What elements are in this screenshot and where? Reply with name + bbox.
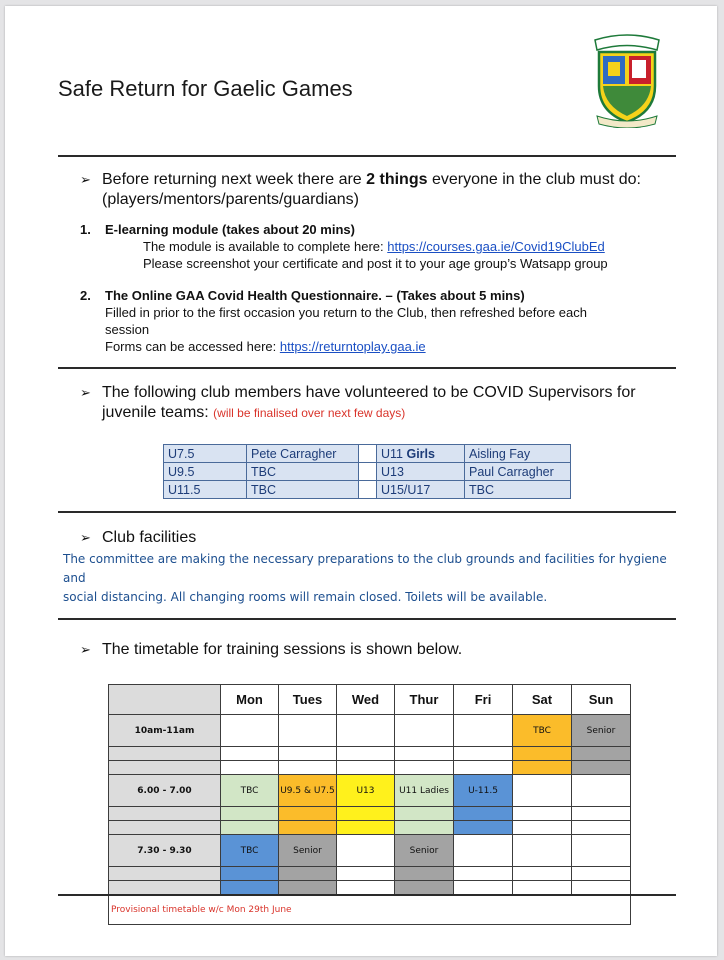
session-cell bbox=[454, 715, 513, 747]
day-header: Mon bbox=[221, 685, 279, 715]
provisional-note: Provisional timetable w/c Mon 29th June bbox=[109, 895, 631, 925]
team-cell: U11 Girls bbox=[377, 445, 465, 463]
intro-line2: (players/mentors/parents/guardians) bbox=[102, 191, 360, 208]
team-cell: U9.5 bbox=[164, 463, 247, 481]
session-cell: Senior bbox=[572, 715, 631, 747]
session-cell bbox=[513, 775, 572, 807]
timetable-slot-row bbox=[109, 835, 631, 867]
supervisors-table bbox=[163, 444, 571, 499]
supervisors-line2: juvenile teams: bbox=[102, 404, 214, 421]
page-title: Safe Return for Gaelic Games bbox=[58, 76, 353, 101]
timetable-spacer-row bbox=[109, 747, 631, 761]
training-timetable bbox=[108, 684, 631, 925]
facilities-heading: Club facilities bbox=[102, 529, 197, 546]
session-cell: TBC bbox=[221, 835, 279, 867]
spacer-cell bbox=[337, 807, 395, 821]
timetable-spacer-row bbox=[109, 881, 631, 895]
spacer-cell bbox=[513, 761, 572, 775]
spacer-cell bbox=[513, 821, 572, 835]
table-row bbox=[164, 481, 571, 499]
team-cell: U11.5 bbox=[164, 481, 247, 499]
spacer-cell bbox=[454, 881, 513, 895]
session-cell: U13 bbox=[337, 775, 395, 807]
spacer-cell bbox=[454, 821, 513, 835]
course-link[interactable]: https://courses.gaa.ie/Covid19ClubEd bbox=[387, 239, 605, 254]
spacer-cell bbox=[221, 881, 279, 895]
arrow-bullet-icon: ➢ bbox=[80, 530, 91, 545]
supervisor-cell: TBC bbox=[247, 463, 359, 481]
spacer-cell bbox=[221, 821, 279, 835]
spacer-cell bbox=[454, 867, 513, 881]
session-cell bbox=[572, 835, 631, 867]
spacer-cell bbox=[572, 867, 631, 881]
table-row bbox=[164, 463, 571, 481]
day-header: Sat bbox=[513, 685, 572, 715]
gap-cell bbox=[359, 445, 377, 463]
item-number: 1. bbox=[80, 222, 91, 237]
questionnaire-heading: The Online GAA Covid Health Questionnaire. – (Takes about 5 mins) bbox=[105, 288, 525, 303]
questionnaire-item bbox=[80, 288, 587, 355]
session-cell bbox=[337, 835, 395, 867]
timetable-footer-row bbox=[109, 895, 631, 925]
timetable-spacer-row bbox=[109, 821, 631, 835]
day-header: Thur bbox=[395, 685, 454, 715]
divider bbox=[58, 511, 676, 513]
session-cell bbox=[221, 715, 279, 747]
spacer-cell bbox=[337, 747, 395, 761]
e-learning-heading: E-learning module (takes about 20 mins) bbox=[105, 222, 355, 237]
spacer-cell bbox=[572, 821, 631, 835]
club-crest-logo bbox=[587, 28, 667, 128]
spacer-cell bbox=[279, 821, 337, 835]
table-row bbox=[164, 445, 571, 463]
spacer-cell bbox=[279, 761, 337, 775]
session-cell bbox=[454, 835, 513, 867]
session-cell: TBC bbox=[513, 715, 572, 747]
day-header: Tues bbox=[279, 685, 337, 715]
spacer-cell bbox=[572, 807, 631, 821]
spacer-cell bbox=[279, 867, 337, 881]
screenshot-instruction: Please screenshot your certificate and post it to your age group’s Watsapp group bbox=[143, 256, 608, 271]
arrow-bullet-icon: ➢ bbox=[80, 385, 91, 400]
spacer-cell bbox=[513, 807, 572, 821]
supervisors-line1: The following club members have volunteered to be COVID Supervisors for bbox=[102, 384, 636, 401]
facilities-bullet bbox=[80, 528, 196, 548]
spacer-cell bbox=[395, 867, 454, 881]
supervisor-cell: Aisling Fay bbox=[465, 445, 571, 463]
spacer-cell bbox=[513, 867, 572, 881]
e-learning-item bbox=[80, 222, 608, 272]
spacer-cell bbox=[395, 821, 454, 835]
spacer-cell bbox=[221, 747, 279, 761]
intro-text: Before returning next week there are bbox=[102, 171, 367, 188]
finalised-note: (will be finalised over next few days) bbox=[213, 406, 406, 420]
document-page bbox=[5, 6, 717, 956]
arrow-bullet-icon: ➢ bbox=[80, 642, 91, 657]
team-cell: U7.5 bbox=[164, 445, 247, 463]
return-to-play-link[interactable]: https://returntoplay.gaa.ie bbox=[279, 339, 426, 354]
time-slot-label: 6.00 - 7.00 bbox=[109, 775, 221, 807]
session-cell: U-11.5 bbox=[454, 775, 513, 807]
session-cell: Senior bbox=[279, 835, 337, 867]
item-number: 2. bbox=[80, 288, 91, 303]
facilities-line1: The committee are making the necessary preparations to the club grounds and facilities for hygiene and bbox=[63, 552, 667, 585]
spacer-cell bbox=[109, 747, 221, 761]
session-cell: TBC bbox=[221, 775, 279, 807]
corner-cell bbox=[109, 685, 221, 715]
gap-cell bbox=[359, 463, 377, 481]
day-header: Wed bbox=[337, 685, 395, 715]
timetable-heading: The timetable for training sessions is shown below. bbox=[102, 641, 463, 658]
supervisor-cell: Pete Carragher bbox=[247, 445, 359, 463]
timetable-slot-row bbox=[109, 715, 631, 747]
supervisor-cell: Paul Carragher bbox=[465, 463, 571, 481]
forms-text: Forms can be accessed here: bbox=[105, 339, 280, 354]
divider bbox=[58, 155, 676, 157]
session-cell bbox=[513, 835, 572, 867]
timetable-header-row bbox=[109, 685, 631, 715]
facilities-text bbox=[63, 550, 673, 607]
divider bbox=[58, 367, 676, 369]
spacer-cell bbox=[337, 881, 395, 895]
module-text: The module is available to complete here: bbox=[143, 239, 388, 254]
supervisor-cell: TBC bbox=[465, 481, 571, 499]
spacer-cell bbox=[454, 761, 513, 775]
session-cell: U11 Ladies bbox=[395, 775, 454, 807]
spacer-cell bbox=[513, 747, 572, 761]
supervisor-cell: TBC bbox=[247, 481, 359, 499]
session-cell bbox=[395, 715, 454, 747]
spacer-cell bbox=[279, 807, 337, 821]
spacer-cell bbox=[454, 807, 513, 821]
spacer-cell bbox=[109, 867, 221, 881]
gap-cell bbox=[359, 481, 377, 499]
team-cell: U15/U17 bbox=[377, 481, 465, 499]
timetable-spacer-row bbox=[109, 761, 631, 775]
arrow-bullet-icon: ➢ bbox=[80, 172, 91, 187]
timetable-spacer-row bbox=[109, 867, 631, 881]
spacer-cell bbox=[454, 747, 513, 761]
session-cell bbox=[337, 715, 395, 747]
divider bbox=[58, 618, 676, 620]
spacer-cell bbox=[395, 807, 454, 821]
divider bbox=[58, 894, 676, 896]
timetable-bullet bbox=[80, 640, 462, 660]
session-cell bbox=[572, 775, 631, 807]
spacer-cell bbox=[572, 881, 631, 895]
spacer-cell bbox=[221, 761, 279, 775]
spacer-cell bbox=[337, 761, 395, 775]
spacer-cell bbox=[279, 881, 337, 895]
time-slot-label: 10am-11am bbox=[109, 715, 221, 747]
timetable-slot-row bbox=[109, 775, 631, 807]
timetable-spacer-row bbox=[109, 807, 631, 821]
intro-text-end: everyone in the club must do: bbox=[427, 171, 641, 188]
spacer-cell bbox=[395, 747, 454, 761]
spacer-cell bbox=[395, 881, 454, 895]
intro-bullet bbox=[80, 170, 641, 210]
spacer-cell bbox=[513, 881, 572, 895]
facilities-line2: social distancing. All changing rooms will remain closed. Toilets will be available. bbox=[63, 590, 548, 604]
spacer-cell bbox=[221, 867, 279, 881]
spacer-cell bbox=[109, 821, 221, 835]
intro-bold: 2 things bbox=[366, 171, 428, 188]
session-cell: Senior bbox=[395, 835, 454, 867]
spacer-cell bbox=[395, 761, 454, 775]
spacer-cell bbox=[221, 807, 279, 821]
spacer-cell bbox=[109, 881, 221, 895]
questionnaire-line1: Filled in prior to the first occasion you return to the Club, then refreshed before each bbox=[105, 305, 587, 320]
spacer-cell bbox=[109, 761, 221, 775]
spacer-cell bbox=[337, 867, 395, 881]
session-cell bbox=[279, 715, 337, 747]
session-cell: U9.5 & U7.5 bbox=[279, 775, 337, 807]
supervisors-bullet bbox=[80, 383, 636, 423]
time-slot-label: 7.30 - 9.30 bbox=[109, 835, 221, 867]
spacer-cell bbox=[572, 747, 631, 761]
spacer-cell bbox=[109, 807, 221, 821]
spacer-cell bbox=[279, 747, 337, 761]
questionnaire-line2: session bbox=[105, 322, 150, 337]
team-cell: U13 bbox=[377, 463, 465, 481]
spacer-cell bbox=[572, 761, 631, 775]
spacer-cell bbox=[337, 821, 395, 835]
day-header: Fri bbox=[454, 685, 513, 715]
day-header: Sun bbox=[572, 685, 631, 715]
